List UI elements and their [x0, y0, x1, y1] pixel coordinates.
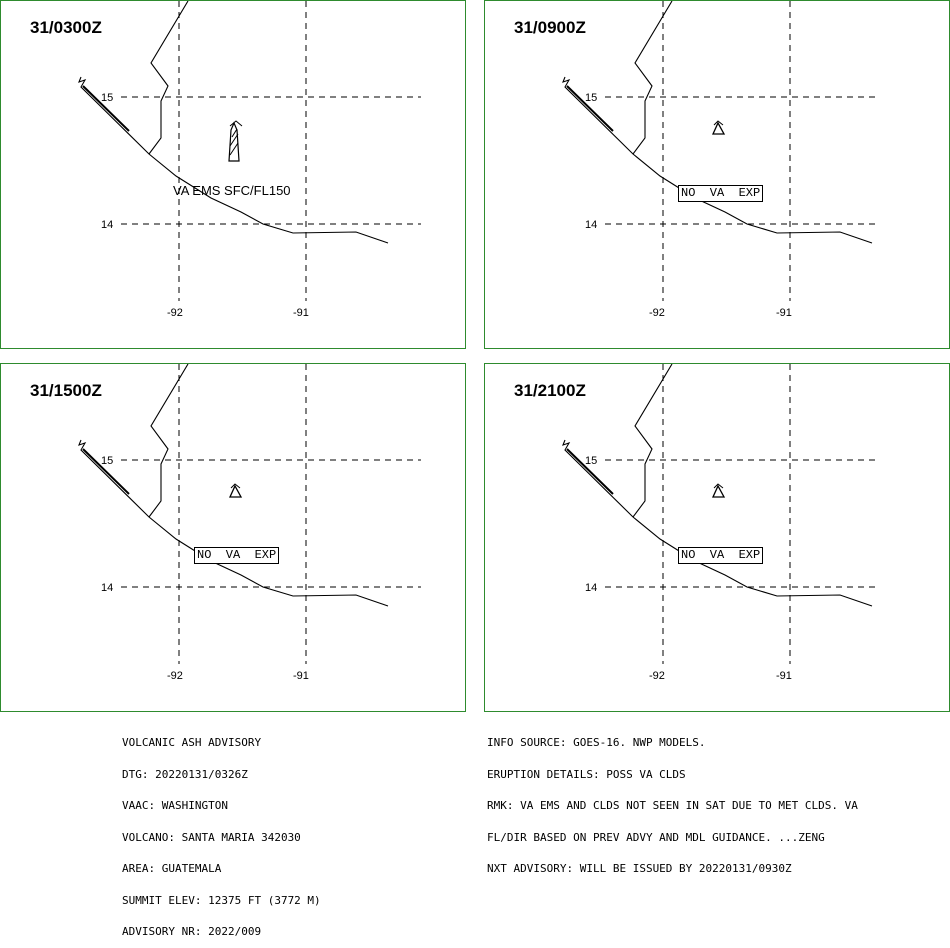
advisory-line: ADVISORY NR: 2022/009 [122, 925, 262, 938]
lat-label-15: 15 [101, 455, 114, 467]
map-panel-2 [484, 0, 950, 349]
border-line [149, 1, 188, 154]
lon-label-92: -92 [649, 307, 665, 319]
no-va-exp-label: NO VA EXP [194, 547, 279, 564]
coastline [563, 77, 872, 243]
advisory-left [122, 717, 321, 948]
lat-label-14: 14 [101, 219, 114, 231]
coastline [563, 440, 872, 606]
no-va-exp-label: NO VA EXP [678, 185, 763, 202]
advisory-line: RMK: VA EMS AND CLDS NOT SEEN IN SAT DUE TO MET CLDS. VA [487, 799, 858, 812]
lat-label-14: 14 [101, 582, 114, 594]
lon-label-91: -91 [293, 670, 309, 682]
advisory-line: AREA: GUATEMALA [122, 862, 222, 875]
coastline [79, 440, 388, 606]
lat-label-15: 15 [101, 92, 114, 104]
advisory-line: DTG: 20220131/0326Z [122, 767, 248, 781]
coastline [79, 77, 388, 243]
map-canvas [1, 1, 466, 349]
advisory-line: VAAC: WASHINGTON [122, 799, 228, 812]
lat-label-14: 14 [585, 219, 598, 231]
panel-time: 31/2100Z [514, 381, 586, 400]
map-panel-4 [484, 363, 950, 712]
panel-time: 31/1500Z [30, 381, 102, 400]
map-canvas [1, 364, 466, 712]
lat-label-15: 15 [585, 92, 598, 104]
map-canvas [485, 1, 950, 349]
ash-plume-icon [229, 121, 242, 161]
map-panel-3 [0, 363, 466, 712]
lat-label-15: 15 [585, 455, 598, 467]
advisory-line: VOLCANO: SANTA MARIA 342030 [122, 830, 301, 844]
advisory-line: INFO SOURCE: GOES-16. NWP MODELS. [487, 736, 706, 749]
advisory-right [487, 717, 858, 885]
lon-label-91: -91 [293, 307, 309, 319]
advisory-line: ERUPTION DETAILS: POSS VA CLDS [487, 767, 686, 781]
advisory-line: NXT ADVISORY: WILL BE ISSUED BY 20220131/0930Z [487, 862, 792, 875]
lon-label-91: -91 [776, 670, 792, 682]
border-line [633, 1, 672, 154]
advisory-line: VOLCANIC ASH ADVISORY [122, 736, 262, 749]
panel-time: 31/0900Z [514, 18, 586, 37]
advisory-line: SUMMIT ELEV: 12375 FT (3772 M) [122, 893, 321, 907]
ash-label: VA EMS SFC/FL150 [173, 183, 291, 198]
lon-label-92: -92 [649, 670, 665, 682]
lon-label-91: -91 [776, 307, 792, 319]
panel-time: 31/0300Z [30, 18, 102, 37]
lon-label-92: -92 [167, 307, 183, 319]
border-line [633, 364, 672, 517]
no-va-exp-label: NO VA EXP [678, 547, 763, 564]
volcano-icon [230, 484, 241, 497]
lat-label-14: 14 [585, 582, 598, 594]
border-line [149, 364, 188, 517]
volcano-icon [713, 121, 724, 134]
map-canvas [485, 364, 950, 712]
volcano-icon [713, 484, 724, 497]
map-panel-1 [0, 0, 466, 349]
advisory-line: FL/DIR BASED ON PREV ADVY AND MDL GUIDANCE. ...ZENG [487, 830, 825, 844]
lon-label-92: -92 [167, 670, 183, 682]
